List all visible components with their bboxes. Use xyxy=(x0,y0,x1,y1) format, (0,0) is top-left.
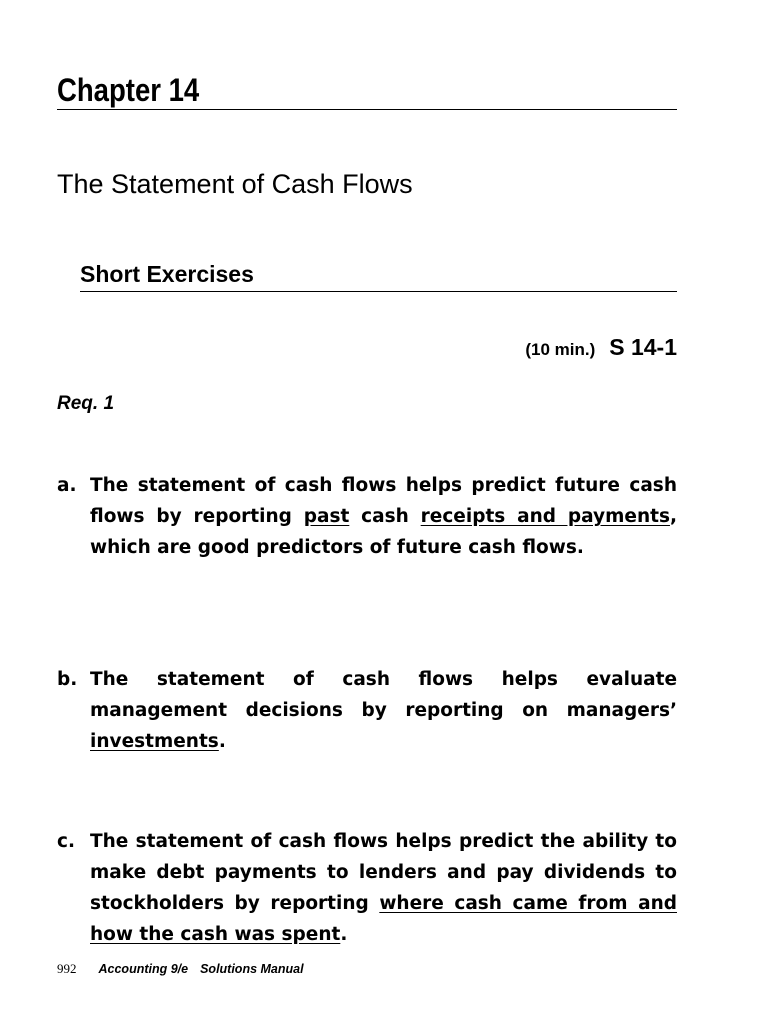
book-title: Accounting 9/e xyxy=(98,962,189,976)
section-heading: Short Exercises xyxy=(80,261,254,287)
text-segment: The statement of cash flows helps predict future cash flows by reporting xyxy=(90,475,677,527)
text-segment: The statement of cash flows helps evaluate management decisions by reporting on managers’ xyxy=(90,669,677,721)
section-heading-rule xyxy=(80,291,677,292)
list-item-text xyxy=(90,826,677,950)
exercise-id: S 14-1 xyxy=(609,334,677,360)
list-item-letter: a. xyxy=(57,475,77,496)
chapter-title: Chapter 14 xyxy=(57,72,200,108)
underlined-term: receipts and payments xyxy=(420,506,670,527)
list-item-letter: c. xyxy=(57,831,75,852)
list-item-c xyxy=(57,826,677,950)
text-segment: , which are good predictors of future cash flows. xyxy=(90,506,677,558)
text-segment: cash xyxy=(349,506,421,527)
underlined-term: where cash came from and how the cash was spent xyxy=(90,893,677,945)
exercise-time: (10 min.) xyxy=(525,340,596,359)
underlined-term: past xyxy=(303,506,350,527)
list-item-b xyxy=(57,664,677,757)
text-segment: . xyxy=(340,924,348,945)
chapter-title-rule xyxy=(57,109,677,110)
list-item-a xyxy=(57,470,677,563)
manual-title: Solutions Manual xyxy=(200,962,304,976)
requirement-label: Req. 1 xyxy=(57,393,115,414)
page-footer xyxy=(57,960,304,978)
page-number: 992 xyxy=(57,961,77,976)
text-segment: The statement of cash flows helps predict the ability to make debt payments to lenders and pay dividends to stockholders by reporting xyxy=(90,831,677,914)
list-item-text xyxy=(90,664,677,757)
underlined-term: investments xyxy=(90,731,219,752)
exercise-tag xyxy=(525,330,677,368)
text-segment: . xyxy=(218,731,226,752)
list-item-letter: b. xyxy=(57,669,78,690)
list-item-text xyxy=(90,470,677,563)
chapter-subtitle: The Statement of Cash Flows xyxy=(57,169,413,199)
